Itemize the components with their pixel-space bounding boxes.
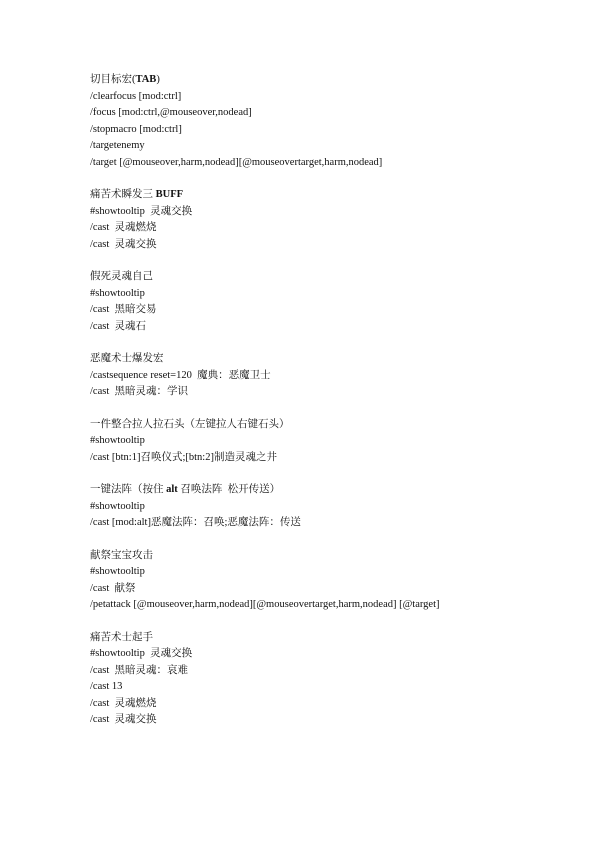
macro-line: /castsequence reset=120 魔典：恶魔卫士 [90, 369, 271, 381]
macro-line: /cast 灵魂燃烧 [90, 222, 157, 233]
macro-title-suffix: 召唤法阵 松开传送） [177, 484, 281, 495]
macro-line: /stopmacro [mod:ctrl] [90, 123, 182, 135]
macro-title [90, 72, 570, 89]
macro-line: /cast [mod:alt]恶魔法阵：召唤;恶魔法阵：传送 [90, 517, 301, 528]
macro-line: /targetenemy [90, 140, 145, 151]
macro-line: /cast 献祭 [90, 582, 136, 594]
macro-line: /cast 灵魂交换 [90, 238, 157, 250]
macro-line: /target [@mouseover,harm,nodead][@mouseovertarget,harm,nodead] [90, 156, 383, 168]
macro-line: #showtooltip 灵魂交换 [90, 205, 193, 217]
macro-title [90, 548, 570, 565]
macro-line: #showtooltip [90, 287, 145, 299]
macro-line: #showtooltip [90, 500, 145, 512]
macro-line: #showtooltip 灵魂交换 [90, 648, 193, 659]
macro-title-suffix: ) [156, 74, 160, 85]
macro-title-text: 一件整合拉人拉石头（左键拉人右键石头） [90, 418, 290, 430]
macro-line: #showtooltip [90, 566, 145, 577]
macro-title-text: 献祭宝宝攻击 [90, 549, 153, 561]
macro-title-text: 恶魔术士爆发宏 [90, 353, 164, 364]
macro-block [90, 351, 570, 401]
macro-line: /cast [btn:1]召唤仪式;[btn:2]制造灵魂之井 [90, 451, 277, 463]
macro-title-bold: BUFF [155, 189, 184, 200]
document-content [90, 72, 570, 745]
macro-line: /cast 灵魂燃烧 [90, 697, 157, 709]
macro-line: /cast 黑暗灵魂：学识 [90, 386, 188, 397]
macro-line: /cast 灵魂交换 [90, 714, 157, 725]
macro-line: /cast 黑暗灵魂：哀难 [90, 664, 188, 676]
macro-title-bold: alt [166, 484, 178, 495]
macro-line: /cast 13 [90, 681, 123, 692]
macro-title [90, 187, 570, 204]
macro-block [90, 72, 570, 171]
macro-line: /clearfocus [mod:ctrl] [90, 90, 182, 102]
macro-block [90, 187, 570, 253]
macro-title-text: 切目标宏( [90, 74, 136, 85]
macro-block [90, 630, 570, 729]
macro-block [90, 548, 570, 614]
macro-line: /cast 黑暗交易 [90, 304, 157, 315]
macro-title [90, 482, 570, 499]
macro-block [90, 417, 570, 467]
macro-title-text: 假死灵魂自己 [90, 271, 153, 282]
macro-title [90, 351, 570, 368]
macro-title-text: 痛苦术士起手 [90, 631, 153, 643]
macro-title [90, 630, 570, 647]
macro-line: /petattack [@mouseover,harm,nodead][@mouseovertarget,harm,nodead] [@target] [90, 599, 440, 610]
macro-title-text: 痛苦术瞬发三 [90, 189, 156, 200]
macro-line: /focus [mod:ctrl,@mouseover,nodead] [90, 107, 252, 118]
macro-block [90, 482, 570, 532]
macro-title-text: 一键法阵（按住 [90, 484, 167, 495]
macro-block [90, 269, 570, 335]
macro-title [90, 417, 570, 434]
macro-title-bold: TAB [135, 74, 157, 85]
macro-line: #showtooltip [90, 435, 145, 446]
macro-line: /cast 灵魂石 [90, 320, 146, 332]
macro-title [90, 269, 570, 286]
